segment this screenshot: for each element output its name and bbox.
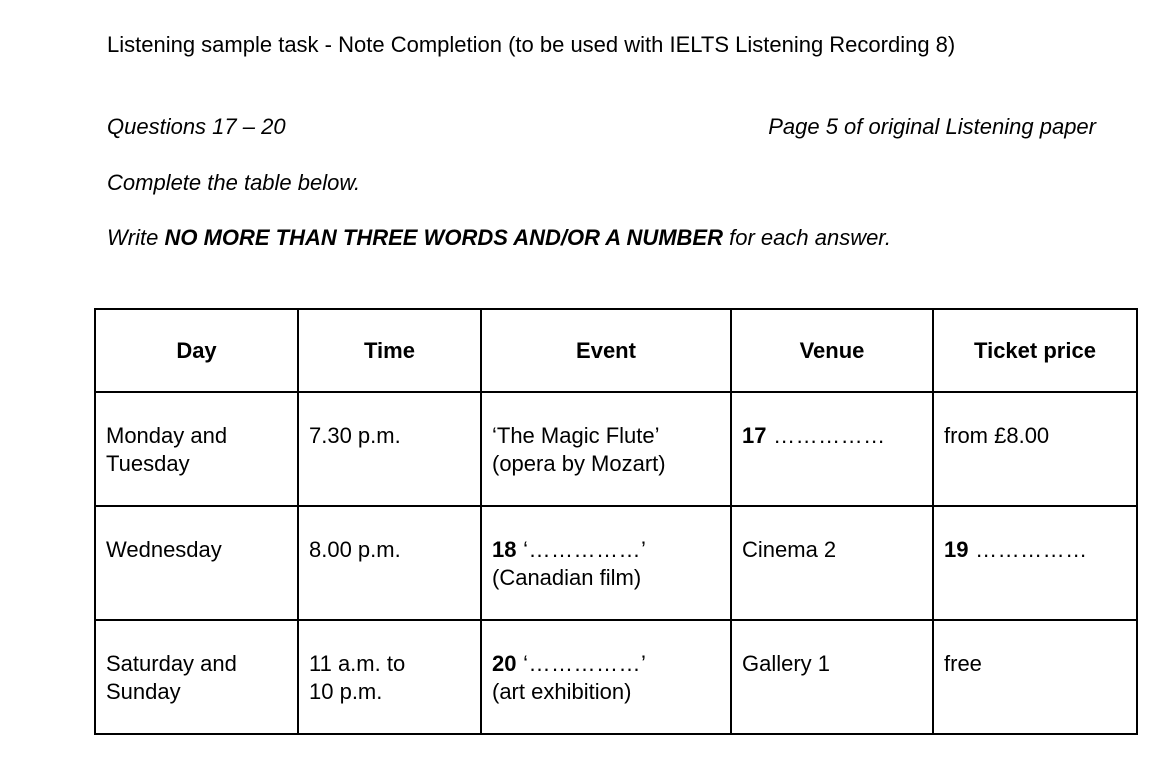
question-number: 20 (492, 651, 517, 676)
price-text: from £8.00 (944, 423, 1050, 448)
venue-cell (731, 392, 933, 506)
question-number: 19 (944, 537, 969, 562)
column-header-venue: Venue (731, 309, 933, 392)
day-text: Wednesday (106, 537, 222, 562)
event-cell (481, 392, 731, 506)
venue-cell (731, 506, 933, 620)
price-cell (933, 392, 1137, 506)
instruction-emphasis: NO MORE THAN THREE WORDS AND/OR A NUMBER (164, 225, 723, 250)
event-text: (art exhibition) (492, 679, 632, 704)
venue-text: Cinema 2 (742, 537, 837, 562)
venue-cell (731, 620, 933, 734)
time-cell (298, 506, 481, 620)
event-cell (481, 506, 731, 620)
time-cell (298, 620, 481, 734)
answer-blank: …………… (766, 423, 886, 448)
answer-blank: ‘……………’ (516, 537, 647, 562)
notes-table (94, 308, 1138, 735)
instruction-word-limit (107, 225, 891, 251)
document-title: Listening sample task - Note Completion (to be used with IELTS Listening Recording 8) (107, 32, 956, 57)
event-text: (opera by Mozart) (492, 451, 666, 476)
time-cell (298, 392, 481, 506)
answer-blank: ‘……………’ (516, 651, 647, 676)
day-text: Sunday (106, 679, 181, 704)
column-header-day: Day (95, 309, 298, 392)
price-text: free (944, 651, 982, 676)
time-text: 11 a.m. to (309, 651, 406, 676)
instruction-prefix: Write (107, 225, 165, 250)
event-text: (Canadian film) (492, 565, 642, 590)
day-text: Monday and (106, 423, 228, 448)
table-header-row (95, 309, 1137, 392)
day-cell (95, 620, 298, 734)
price-cell (933, 620, 1137, 734)
event-cell (481, 620, 731, 734)
column-header-ticket-price: Ticket price (933, 309, 1137, 392)
price-cell (933, 506, 1137, 620)
time-text: 10 p.m. (309, 679, 383, 704)
table-row (95, 620, 1137, 734)
question-number: 18 (492, 537, 517, 562)
answer-blank: …………… (968, 537, 1088, 562)
instruction-suffix: for each answer. (723, 225, 891, 250)
page-reference: Page 5 of original Listening paper (768, 114, 1096, 139)
event-text: ‘The Magic Flute’ (492, 423, 660, 448)
instruction-complete-table: Complete the table below. (107, 170, 361, 195)
venue-text: Gallery 1 (742, 651, 831, 676)
column-header-time: Time (298, 309, 481, 392)
table-row (95, 506, 1137, 620)
question-number: 17 (742, 423, 767, 448)
time-text: 7.30 p.m. (309, 423, 401, 448)
day-cell (95, 506, 298, 620)
day-text: Saturday and (106, 651, 237, 676)
table-row (95, 392, 1137, 506)
questions-label: Questions 17 – 20 (107, 114, 286, 139)
day-text: Tuesday (106, 451, 190, 476)
time-text: 8.00 p.m. (309, 537, 401, 562)
column-header-event: Event (481, 309, 731, 392)
day-cell (95, 392, 298, 506)
